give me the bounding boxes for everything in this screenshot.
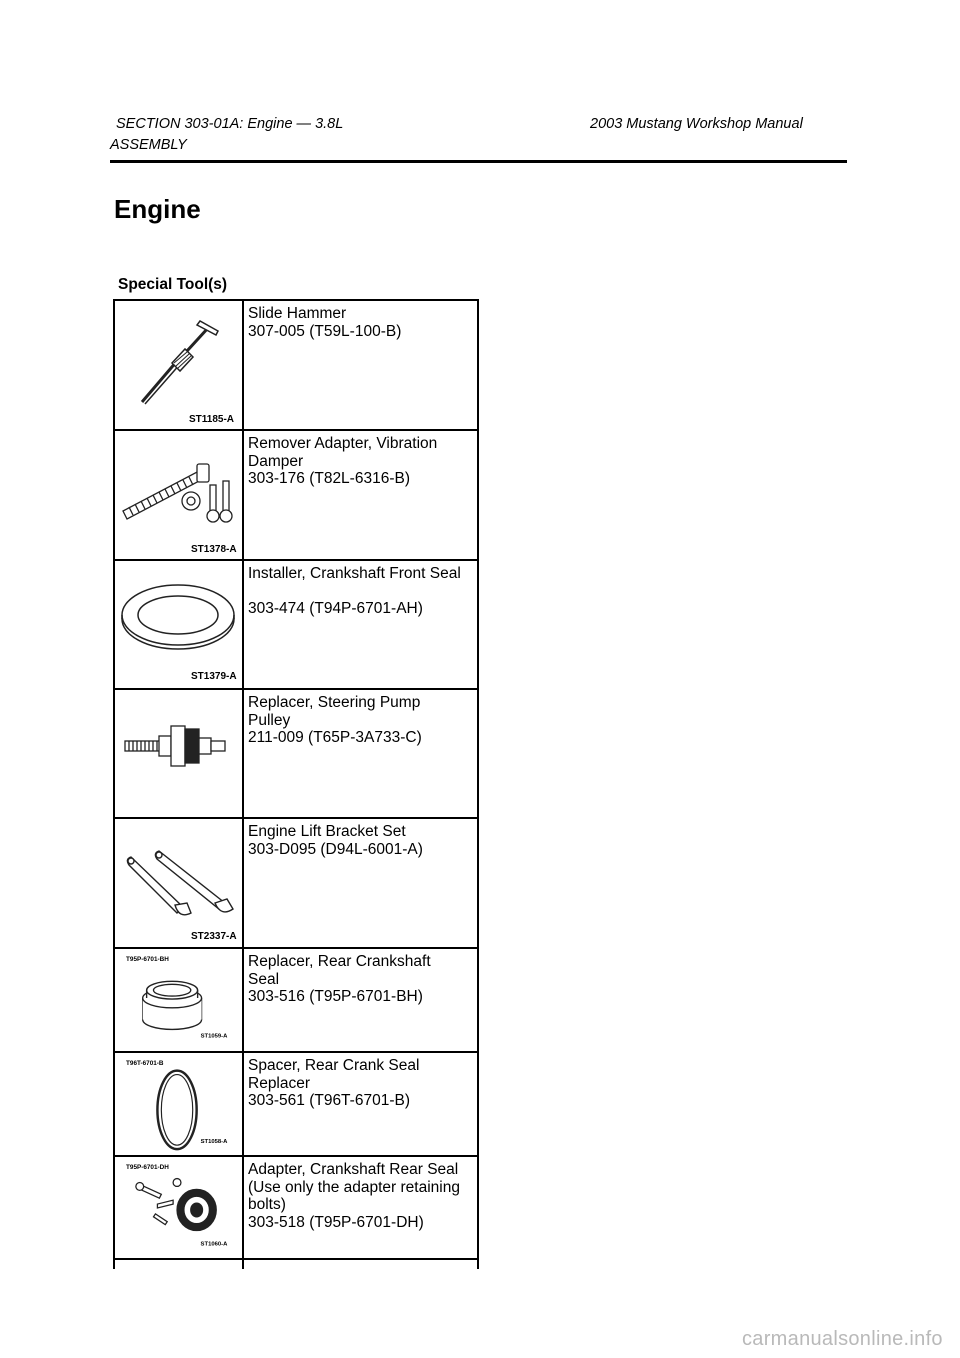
- rear-crankshaft-seal-replacer-icon: [115, 949, 242, 1051]
- tool-description-line: Remover Adapter, Vibration: [248, 435, 438, 452]
- tool-description-line: 303-474 (T94P-6701-AH): [248, 600, 423, 617]
- tool-description-line: bolts): [248, 1196, 286, 1213]
- tool-description-line: Seal: [248, 970, 280, 988]
- figure-caption: ST1058-A: [200, 1139, 228, 1146]
- figure-caption: ST1185-A: [189, 414, 235, 425]
- header-manual-title: 2003 Mustang Workshop Manual: [590, 116, 803, 132]
- crankshaft-front-seal-installer-icon: [115, 561, 242, 688]
- figure-caption: ST1378-A: [191, 544, 237, 555]
- header-subsection: ASSEMBLY: [110, 137, 187, 153]
- tool-description-line: Damper: [248, 452, 304, 470]
- tool-description-line: 303-D095 (D94L-6001-A): [248, 840, 423, 858]
- tool-row: [113, 429, 479, 559]
- tool-row: [113, 1155, 479, 1258]
- tool-row: [113, 817, 479, 947]
- tool-description-line: Spacer, Rear Crank Seal: [248, 1057, 420, 1074]
- header-section: SECTION 303-01A: Engine — 3.8L: [116, 116, 344, 132]
- tool-description-line: 211-009 (T65P-3A733-C): [248, 729, 422, 746]
- steering-pump-pulley-replacer-icon: [115, 690, 242, 817]
- tool-description-line: Replacer, Steering Pump: [248, 694, 421, 711]
- slide-hammer-icon: [115, 301, 242, 429]
- engine-lift-bracket-set-icon: [115, 819, 242, 947]
- tool-description-line: Installer, Crankshaft Front Seal: [248, 565, 461, 582]
- tool-description-line: 303-516 (T95P-6701-BH): [248, 988, 423, 1005]
- tool-description-line: 303-176 (T82L-6316-B): [248, 470, 410, 487]
- tool-description-line: [248, 583, 474, 601]
- tool-description-line: (Use only the adapter retaining: [248, 1178, 460, 1196]
- tool-description-line: Pulley: [248, 711, 291, 729]
- figure-part-label: T96T-6701-B: [126, 1059, 164, 1067]
- header-divider: [110, 160, 847, 163]
- figure-part-label: T95P-6701-BH: [126, 955, 169, 963]
- tool-description-line: Engine Lift Bracket Set: [248, 823, 406, 840]
- tool-row: [113, 1051, 479, 1155]
- figure-caption: ST2337-A: [191, 931, 237, 942]
- figure-caption: ST1059-A: [200, 1033, 228, 1040]
- tool-row: [113, 688, 479, 817]
- figure-caption: ST1060-A: [200, 1241, 228, 1248]
- tool-row: [113, 299, 479, 429]
- crankshaft-rear-seal-adapter-icon: [115, 1157, 242, 1258]
- tool-description-line: 303-518 (T95P-6701-DH): [248, 1213, 424, 1231]
- tool-row-continued: [113, 1258, 479, 1269]
- tool-row: [113, 947, 479, 1051]
- figure-caption: ST1379-A: [191, 671, 237, 682]
- watermark: carmanualsonline.info: [742, 1328, 943, 1350]
- tool-description-line: Adapter, Crankshaft Rear Seal: [248, 1161, 459, 1178]
- tool-description-line: Replacer, Rear Crankshaft: [248, 953, 431, 970]
- tool-description-line: 303-561 (T96T-6701-B): [248, 1092, 410, 1109]
- vibration-damper-remover-adapter-icon: [115, 431, 242, 559]
- special-tools-heading: Special Tool(s): [118, 276, 228, 293]
- figure-part-label: T95P-6701-DH: [126, 1163, 169, 1171]
- tool-description-line: Replacer: [248, 1074, 311, 1092]
- tool-description-line: 307-005 (T59L-100-B): [248, 322, 402, 340]
- page-title: Engine: [114, 194, 201, 224]
- tool-description-line: Slide Hammer: [248, 305, 347, 322]
- tool-row: [113, 559, 479, 688]
- rear-crank-seal-spacer-icon: [115, 1053, 242, 1155]
